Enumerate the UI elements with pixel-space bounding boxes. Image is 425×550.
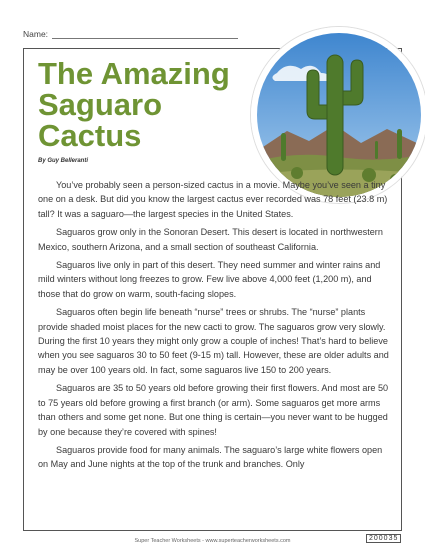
paragraph-3: Saguaros live only in part of this desert. They need summer and winter rains and mild winters without long freezes to grow. Few live above 4,000 feet (1,200 m), and those that do grow on warm, south-facing slopes.: [38, 260, 381, 299]
paragraph-1: You’ve probably seen a person-sized cactus in a movie. Maybe you’ve seen a tiny one on a desk. But did you know the largest cactus ever recorded was 78 feet (23.8 m) tall? It was a saguaro—the largest species in the United States.: [38, 180, 388, 219]
name-label: Name:: [23, 29, 49, 39]
title-line-1: The Amazing: [38, 56, 230, 91]
title-line-2: Saguaro: [38, 87, 163, 122]
paragraph-5: Saguaros are 35 to 50 years old before growing their first flowers. And most are 50 to 75 years old before growing a first branch (or arm). Some saguaros get more arms than others and some get none. But one thing is certain—you never want to be hugged by one because they’re covered with spines!: [38, 383, 389, 437]
name-row: [23, 29, 48, 39]
name-line: [52, 38, 238, 39]
footer-credit: Super Teacher Worksheets - www.superteacherworksheets.com: [134, 538, 291, 544]
title-line-3: Cactus: [38, 118, 142, 153]
saguaro-cactus-photo: [251, 27, 425, 203]
article-body: [38, 178, 393, 476]
byline: By Guy Belleranti: [38, 158, 89, 164]
page-code: 200035: [366, 534, 401, 543]
photo-illustration: [257, 33, 421, 197]
paragraph-2: Saguaros grow only in the Sonoran Desert. This desert is located in northwestern Mexico, southern Arizona, and a small section of southeast California.: [38, 227, 383, 252]
page-title: [38, 58, 268, 151]
paragraph-4: Saguaros often begin life beneath “nurse” trees or shrubs. The “nurse” plants provide shaded moist places for the new cacti to grow. The saguaros grow very slowly. During the first 10 years they might only grow a couple of inches! That’s hard to believe when you see saguaros 30 to 50 feet (9-15 m) tall. However, these are older adults and may be over 100 years old. In fact, some saguaros live 150 to 200 years.: [38, 307, 389, 375]
paragraph-6: Saguaros provide food for many animals. The saguaro’s large white flowers open on May and June nights at the top of the trunk and branches. Only: [38, 444, 383, 470]
